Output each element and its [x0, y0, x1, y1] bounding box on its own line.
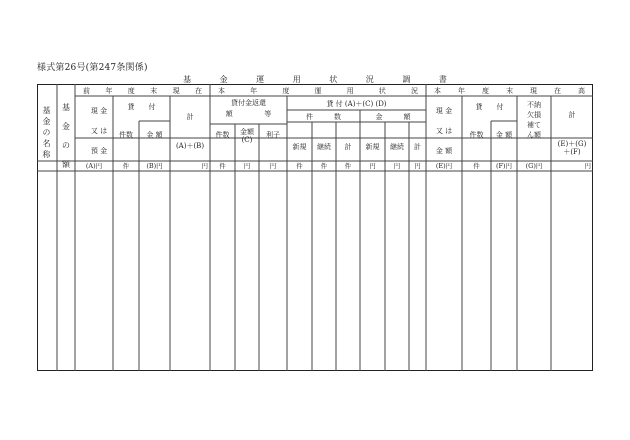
kingaku-header: 金 額 [375, 113, 411, 121]
form-title: 基 金 運 用 状 況 調 書 [183, 75, 460, 84]
new-header: 新規 [292, 143, 307, 151]
unit-ken: 件 [473, 162, 480, 170]
unit-yen: 円 [393, 162, 401, 170]
fund-amount-header [57, 98, 75, 174]
kei-header: 計 [414, 143, 421, 151]
repay-amount-header: 金額 (C) [240, 128, 254, 144]
total-formula-e: (E)＋(G) ＋(F) [557, 140, 587, 156]
table-grid [37, 84, 593, 371]
unit-yen: 円 [243, 162, 251, 170]
unit-yen: 円 [369, 162, 376, 170]
loans-header-e: 貸 付 [475, 103, 504, 111]
bad-debt-header: 不納 欠損 補て ん額 [527, 101, 541, 139]
unit-g: (G)円 [525, 162, 543, 170]
count-header-b: 件数 [215, 131, 230, 139]
unit-a: (A)円 [85, 162, 103, 170]
amount-header-e: 金 額 [495, 131, 513, 139]
new-header: 新規 [365, 143, 380, 151]
amount-header-a: 金 額 [146, 131, 163, 139]
interest-header: 利子 [266, 131, 280, 139]
kei-header: 計 [344, 143, 352, 151]
kensu-header: 件 数 [306, 113, 341, 121]
unit-e: (E)円 [435, 162, 453, 170]
repay-header: 貸付金返還 [231, 99, 266, 107]
fund-amount-char: 額 [62, 160, 70, 169]
fund-amount-char: 基 [62, 103, 70, 112]
cash-deposit-header-a: 現 金 又 は 預 金 [90, 107, 108, 155]
fund-status-table [37, 84, 593, 371]
current-year-ops-header: 本 年 度 運 用 状 況 [218, 86, 418, 95]
current-year-end-header: 本 年 度 末 現 在 高 [434, 86, 585, 95]
unit-ken: 件 [344, 162, 352, 170]
unit-ken: 件 [219, 162, 226, 170]
unit-f: (F)円 [495, 162, 513, 170]
unit-ken: 件 [296, 162, 303, 170]
count-header-e: 件数 [469, 131, 484, 139]
unit-ken: 件 [122, 162, 130, 170]
unit-yen: 円 [201, 162, 208, 170]
unit-ken: 件 [320, 162, 328, 170]
repay-sub-header: 額 等 [225, 110, 272, 118]
count-header-a: 件数 [119, 131, 133, 139]
cont-header: 継続 [317, 143, 331, 151]
fund-amount-char: の [62, 141, 70, 150]
cont-header: 継続 [390, 143, 404, 151]
unit-yen: 円 [584, 162, 591, 170]
unit-b: (B)円 [146, 162, 163, 170]
cash-deposit-header-e: 現 金 又 は 金 額 [435, 107, 453, 155]
loans-mid-header: 貸 付 (A)＋(C) (D) [326, 100, 387, 108]
prev-year-end-header: 前 年 度 末 現 在 [83, 86, 202, 95]
total-header-e: 計 [568, 111, 576, 119]
total-formula-a: (A)＋(B) [175, 142, 205, 150]
unit-yen: 円 [414, 162, 421, 170]
form-number: 様式第26号(第247条関係) [37, 63, 148, 73]
loans-header-a: 貸 付 [127, 103, 156, 111]
total-header-a: 計 [186, 113, 194, 121]
fund-amount-char: 金 [62, 122, 70, 131]
fund-name-header: 基金の名称 [42, 106, 51, 161]
unit-yen: 円 [269, 162, 277, 170]
